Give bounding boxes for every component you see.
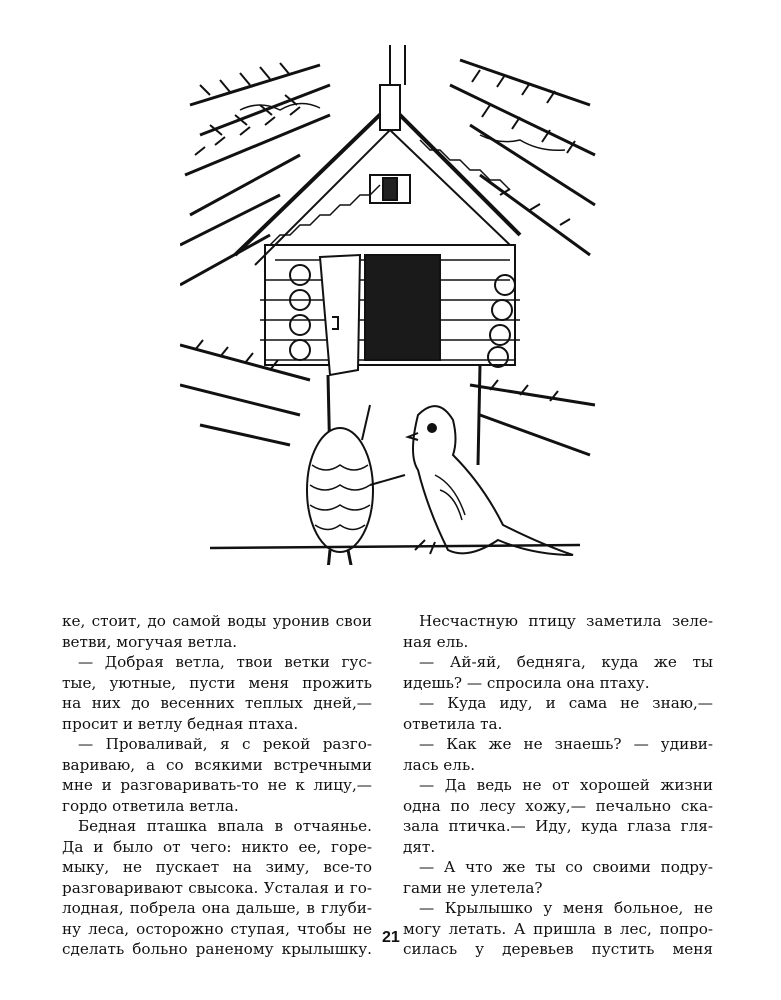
text-line: ке, стоит, до самой воды уронив свои — [62, 612, 372, 630]
text-line: ну леса, осторожно ступая, чтобы не — [62, 919, 372, 938]
text-line: — Да ведь не от хорошей жизни — [419, 776, 713, 794]
text-line: — Добрая ветла, твои ветки гус- — [78, 653, 372, 671]
text-line: — Крылышко у меня больное, не — [419, 899, 713, 917]
text-line: — Как же не знаешь? — удиви- — [419, 735, 713, 753]
text-line: сделать больно раненому крылышку. — [62, 940, 372, 958]
text-line: — Куда иду, и сама не знаю,— — [419, 694, 713, 712]
text-line: дят. — [403, 837, 436, 856]
text-line: лась ель. — [403, 755, 476, 774]
text-column-right — [403, 611, 713, 960]
text-line: — Ай-яй, бедняга, куда же ты — [419, 653, 713, 671]
text-line: зала птичка.— Иду, куда глаза гля- — [403, 817, 713, 835]
text-line: разговаривают свысока. Усталая и го- — [62, 878, 372, 897]
text-line: гордо ответила ветла. — [62, 796, 239, 815]
text-line: одна по лесу хожу,— печально ска- — [403, 796, 713, 815]
text-line: — А что же ты со своими подру- — [419, 858, 713, 876]
text-line: ответила та. — [403, 714, 503, 733]
page-number: 21 — [382, 929, 400, 946]
text-line: мне и разговаривать-то не к лицу,— — [62, 776, 372, 794]
text-line: Бедная пташка впала в отчаянье. — [78, 817, 372, 835]
illustration-drawing — [180, 45, 600, 565]
illustration-hut-in-fir-tree — [180, 45, 600, 565]
text-line: силась у деревьев пустить меня — [403, 940, 713, 958]
text-line: гами не улетела? — [403, 878, 543, 897]
text-line: на них до весенних теплых дней,— — [62, 694, 372, 712]
text-line: просит и ветлу бедная птаха. — [62, 714, 299, 733]
text-line: ная ель. — [403, 632, 469, 651]
text-line: Несчастную птицу заметила зеле- — [419, 612, 713, 630]
text-line: — Проваливай, я с рекой разго- — [78, 735, 372, 753]
text-line: тые, уютные, пусти меня прожить — [62, 673, 372, 692]
text-line: ветви, могучая ветла. — [62, 632, 238, 651]
text-line: могу летать. А пришла в лес, попро- — [403, 919, 713, 938]
text-line: вариваю, а со всякими встречными — [62, 755, 372, 774]
text-line: Да и было от чего: никто ее, горе- — [62, 837, 372, 856]
text-line: идешь? — спросила она птаху. — [403, 673, 650, 692]
text-line: мыку, не пускает на зиму, все-то — [62, 858, 372, 876]
text-line: лодная, побрела она дальше, в глуби- — [62, 899, 372, 917]
text-column-left — [62, 611, 372, 960]
